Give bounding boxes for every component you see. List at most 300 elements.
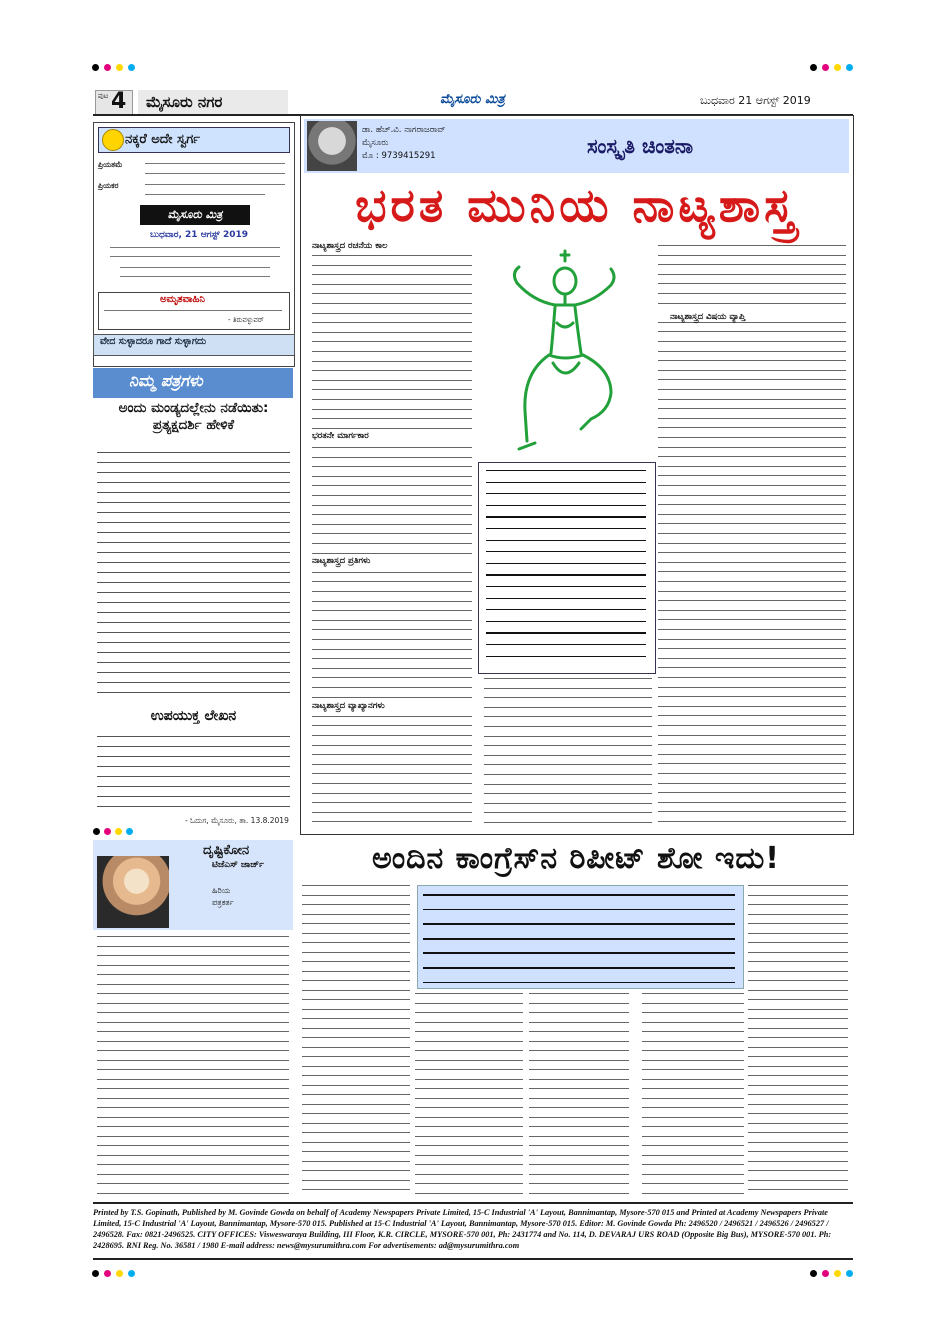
text-line — [484, 764, 652, 765]
letter-headline: ಉಪಯುಕ್ತ ಲೇಖನ — [150, 708, 237, 724]
letter-signature: - ಓದುಗ, ಮೈಸೂರು, ತಾ. 13.8.2019 — [185, 816, 289, 825]
text-line — [658, 677, 846, 678]
text-line — [748, 1180, 848, 1181]
text-line — [748, 1132, 848, 1133]
registration-dot — [92, 64, 99, 71]
thought-title: ಅಮೃತವಾಹಿನಿ — [160, 294, 205, 305]
text-line — [486, 482, 646, 483]
letter-text-line — [97, 796, 290, 797]
letter-text-line — [97, 602, 290, 603]
letter-text-line — [97, 682, 290, 683]
text-line — [658, 495, 846, 496]
footer-rule — [93, 1258, 853, 1260]
text-line — [312, 524, 472, 525]
text-line — [658, 485, 846, 486]
text-line — [486, 540, 646, 541]
text-line — [302, 933, 410, 934]
text-line — [642, 1193, 744, 1194]
text-line — [529, 1193, 629, 1194]
text-line — [312, 457, 472, 458]
registration-dot — [104, 828, 111, 835]
text-line — [312, 581, 472, 582]
text-line — [658, 264, 846, 265]
text-line — [748, 999, 848, 1000]
text-line — [642, 1031, 744, 1032]
text-line — [302, 1085, 410, 1086]
letter-text-line — [97, 632, 290, 633]
text-line — [312, 293, 472, 294]
text-line — [302, 1075, 410, 1076]
text-line — [302, 1189, 410, 1190]
text-line — [312, 380, 472, 381]
text-line — [312, 543, 472, 544]
text-line — [748, 1056, 848, 1057]
text-line — [658, 687, 846, 688]
text-line — [529, 1079, 629, 1080]
mini-masthead: ಮೈಸೂರು ಮಿತ್ರ — [140, 205, 250, 225]
text-line — [302, 1142, 410, 1143]
text-line — [658, 696, 846, 697]
text-line — [312, 533, 472, 534]
text-line — [748, 971, 848, 972]
text-line — [658, 293, 846, 294]
imprint-text: Printed by T.S. Gopinath, Published by M. Govinde Gowda on behalf of Academy Newspapers Private Limited, 15-C Industrial 'A' Layout, Bannimantap, Mysore-570 015 and Printed at Academy Newspapers Private Limited, 15-C Industrial 'A' Layout, Bannimantap, Mysore-570 015. Published at 15-C Industrial 'A' Layout, Bannimantap, Mysore-570 015. Editor: M. Govinde Gowda Ph: 2496520 / 2496521 / 2496526 / 2496527 / 2496528. Fax: 0821-2496525. CITY OFFICES: Visweswaraya Building, III Floor, K.R. CIRCLE, MYSORE-570 001, Ph: 2431774 and No. 114, D. DEVARAJ URS ROAD (Opposite Big Bus), MYSORE-570 001. Ph: 2428695. RNI Reg. No. 36581 / 1980 E-mail address: news@mysurumithra.com For advertisements: ad@mysurumithra.com — [93, 1208, 832, 1250]
text-line — [486, 551, 646, 552]
text-line — [415, 1136, 523, 1137]
page-number: 4 — [111, 89, 127, 114]
text-line — [97, 984, 289, 985]
text-line — [312, 514, 472, 515]
text-line — [658, 389, 846, 390]
text-line — [748, 1047, 848, 1048]
thought-line — [104, 310, 282, 311]
text-line — [642, 1079, 744, 1080]
text-line — [312, 361, 472, 362]
text-line — [658, 591, 846, 592]
text-line — [415, 1079, 523, 1080]
text-line — [658, 255, 846, 256]
text-line — [423, 938, 735, 940]
letter-text-line — [97, 692, 290, 693]
text-line — [312, 629, 472, 630]
text-line — [642, 1088, 744, 1089]
joke-box — [93, 122, 295, 367]
text-line — [302, 971, 410, 972]
text-line — [658, 735, 846, 736]
text-line — [748, 1189, 848, 1190]
text-line — [302, 1009, 410, 1010]
text-line — [658, 456, 846, 457]
registration-dot — [92, 1270, 99, 1277]
text-line — [97, 1136, 289, 1137]
text-line — [312, 687, 472, 688]
text-line — [748, 942, 848, 943]
text-line — [748, 885, 848, 886]
text-line — [642, 1022, 744, 1023]
text-line — [748, 1018, 848, 1019]
letter-text-line — [97, 766, 290, 767]
text-line — [97, 936, 289, 937]
mini-text-line — [120, 276, 270, 277]
text-line — [642, 1183, 744, 1184]
text-line — [415, 1155, 523, 1156]
article-subhead: ಭರತನೇ ಮಾರ್ಗಕಾರ — [312, 431, 369, 441]
letter-text-line — [97, 652, 290, 653]
text-line — [312, 716, 472, 717]
text-line — [642, 1164, 744, 1165]
text-line — [658, 408, 846, 409]
text-line — [312, 658, 472, 659]
text-line — [642, 1155, 744, 1156]
text-line — [658, 571, 846, 572]
text-line — [97, 1126, 289, 1127]
text-line — [312, 601, 472, 602]
text-line — [415, 1183, 523, 1184]
text-line — [302, 914, 410, 915]
joke-a-label: ಪ್ರಿಯಕರ — [98, 181, 119, 190]
text-line — [97, 1022, 289, 1023]
text-line — [658, 783, 846, 784]
text-line — [302, 895, 410, 896]
text-line — [529, 1050, 629, 1051]
text-line — [415, 1012, 523, 1013]
text-line — [486, 574, 646, 575]
opinion-column-title: ದೃಷ್ಟಿಕೋನ — [203, 843, 250, 858]
text-line — [302, 1132, 410, 1133]
text-line — [97, 1031, 289, 1032]
text-line — [658, 331, 846, 332]
article-subhead: ನಾಟ್ಯಶಾಸ್ತ್ರದ ವ್ಯಾಖ್ಯಾನಗಳು — [312, 701, 385, 711]
text-line — [302, 999, 410, 1000]
text-line — [312, 773, 472, 774]
text-line — [658, 543, 846, 544]
text-line — [658, 475, 846, 476]
text-line — [312, 341, 472, 342]
text-line — [642, 1145, 744, 1146]
text-line — [312, 649, 472, 650]
text-line — [642, 1107, 744, 1108]
text-line — [312, 284, 472, 285]
text-line — [642, 993, 744, 994]
text-line — [302, 980, 410, 981]
text-line — [658, 802, 846, 803]
letter-text-line — [97, 622, 290, 623]
text-line — [484, 745, 652, 746]
text-line — [486, 644, 646, 645]
text-line — [748, 1028, 848, 1029]
text-line — [658, 744, 846, 745]
text-line — [529, 1060, 629, 1061]
text-line — [748, 914, 848, 915]
text-line — [415, 1088, 523, 1089]
text-line — [302, 942, 410, 943]
text-line — [312, 783, 472, 784]
text-line — [312, 764, 472, 765]
text-line — [658, 283, 846, 284]
text-line — [302, 952, 410, 953]
text-line — [658, 639, 846, 640]
text-line — [748, 1075, 848, 1076]
text-line — [658, 274, 846, 275]
text-line — [642, 1003, 744, 1004]
letter-text-line — [97, 462, 290, 463]
text-line — [748, 1113, 848, 1114]
text-line — [97, 974, 289, 975]
text-line — [486, 656, 646, 657]
text-line — [97, 1060, 289, 1061]
text-line — [423, 952, 735, 954]
text-line — [658, 715, 846, 716]
text-line — [486, 598, 646, 599]
section-title: ಮೈಸೂರು ನಗರ — [138, 90, 288, 114]
text-line — [312, 572, 472, 573]
text-line — [529, 1041, 629, 1042]
text-line — [312, 677, 472, 678]
registration-dot — [104, 1270, 111, 1277]
letter-text-line — [97, 756, 290, 757]
text-line — [97, 1088, 289, 1089]
text-line — [312, 466, 472, 467]
author-photo — [307, 121, 357, 171]
registration-dot — [846, 1270, 853, 1277]
thought-author: - ತಿರುವಳ್ಳುವರ್ — [228, 316, 264, 324]
text-line — [312, 428, 472, 429]
text-line — [748, 895, 848, 896]
text-line — [486, 505, 646, 506]
text-line — [97, 1164, 289, 1165]
registration-dot — [116, 64, 123, 71]
text-line — [486, 470, 646, 471]
text-line — [529, 993, 629, 994]
text-line — [658, 773, 846, 774]
text-line — [748, 1151, 848, 1152]
text-line — [97, 1117, 289, 1118]
text-line — [97, 1050, 289, 1051]
text-line — [312, 389, 472, 390]
text-line — [529, 1145, 629, 1146]
text-line — [415, 1041, 523, 1042]
series-title: ಸಂಸ್ಕೃತಿ ಚಿಂತನಾ — [586, 134, 694, 158]
text-line — [312, 639, 472, 640]
text-line — [423, 894, 735, 896]
letter-text-line — [97, 562, 290, 563]
registration-dot — [834, 64, 841, 71]
registration-dot — [822, 64, 829, 71]
footer-rule — [93, 1202, 853, 1204]
text-line — [658, 581, 846, 582]
text-line — [658, 706, 846, 707]
text-line — [97, 1079, 289, 1080]
text-line — [748, 1142, 848, 1143]
text-line — [658, 245, 846, 246]
text-line — [658, 811, 846, 812]
mini-text-line — [110, 256, 280, 257]
joke-text-line — [145, 194, 265, 195]
joke-text-line — [145, 163, 285, 164]
text-line — [748, 1066, 848, 1067]
text-line — [415, 1050, 523, 1051]
text-line — [529, 1031, 629, 1032]
dancer-illustration — [483, 243, 648, 458]
bottom-headline: ಅಂದಿನ ಕಾಂಗ್ರೆಸ್‌ನ ರಿಪೀಟ್ ಶೋ ಇದು! — [372, 841, 780, 876]
text-line — [658, 658, 846, 659]
text-line — [97, 1193, 289, 1194]
header-date: ಬುಧವಾರ 21 ಆಗಸ್ಟ್ 2019 — [700, 94, 811, 107]
text-line — [748, 1085, 848, 1086]
text-line — [312, 476, 472, 477]
text-line — [312, 754, 472, 755]
text-line — [658, 399, 846, 400]
text-line — [486, 609, 646, 610]
joke-text-line — [145, 173, 285, 174]
text-line — [529, 1107, 629, 1108]
text-line — [97, 946, 289, 947]
text-line — [312, 591, 472, 592]
text-line — [642, 1136, 744, 1137]
text-line — [312, 399, 472, 400]
text-line — [312, 495, 472, 496]
text-line — [415, 1060, 523, 1061]
text-line — [415, 1098, 523, 1099]
text-line — [415, 1022, 523, 1023]
text-line — [415, 1145, 523, 1146]
text-line — [415, 1193, 523, 1194]
text-line — [97, 965, 289, 966]
text-line — [312, 332, 472, 333]
text-line — [312, 812, 472, 813]
text-line — [658, 447, 846, 448]
text-line — [312, 303, 472, 304]
text-line — [484, 774, 652, 775]
registration-dot — [126, 828, 133, 835]
letter-text-line — [97, 612, 290, 613]
text-line — [642, 1098, 744, 1099]
text-line — [312, 620, 472, 621]
registration-dot — [128, 1270, 135, 1277]
text-line — [529, 1003, 629, 1004]
saying-title: ವೇದ ಸುಳ್ಳಾದರೂ ಗಾದೆ ಸುಳ್ಳಾಗದು — [100, 336, 207, 347]
registration-dot — [116, 1270, 123, 1277]
text-line — [484, 707, 652, 708]
text-line — [486, 493, 646, 494]
text-line — [486, 528, 646, 529]
text-line — [302, 1047, 410, 1048]
text-line — [423, 982, 735, 984]
text-line — [658, 725, 846, 726]
text-line — [642, 1126, 744, 1127]
text-line — [529, 1126, 629, 1127]
text-line — [642, 1174, 744, 1175]
text-line — [486, 621, 646, 622]
article-subhead: ನಾಟ್ಯಶಾಸ್ತ್ರದ ಪ್ರತಿಗಳು — [312, 556, 371, 566]
letter-text-line — [97, 746, 290, 747]
text-line — [302, 1170, 410, 1171]
text-line — [658, 418, 846, 419]
text-line — [748, 1170, 848, 1171]
text-line — [748, 1037, 848, 1038]
text-line — [312, 735, 472, 736]
masthead: ಮೈಸೂರು ಮಿತ್ರ — [440, 92, 505, 107]
letter-text-line — [97, 532, 290, 533]
text-line — [484, 736, 652, 737]
text-line — [658, 533, 846, 534]
text-line — [302, 923, 410, 924]
letter-text-line — [97, 786, 290, 787]
text-line — [484, 822, 652, 823]
registration-dot — [104, 64, 111, 71]
text-line — [302, 1066, 410, 1067]
letter-text-line — [97, 512, 290, 513]
letter-text-line — [97, 592, 290, 593]
text-line — [658, 466, 846, 467]
page-label: ಪುಟ — [98, 92, 109, 100]
text-line — [415, 1003, 523, 1004]
text-line — [529, 1136, 629, 1137]
text-line — [748, 990, 848, 991]
letter-text-line — [97, 542, 290, 543]
text-line — [484, 812, 652, 813]
text-line — [97, 1041, 289, 1042]
page-number-badge — [95, 90, 133, 116]
letter-text-line — [97, 552, 290, 553]
text-line — [748, 980, 848, 981]
text-line — [748, 1009, 848, 1010]
text-line — [642, 1060, 744, 1061]
text-line — [97, 1069, 289, 1070]
text-line — [423, 967, 735, 969]
letter-text-line — [97, 452, 290, 453]
text-line — [748, 933, 848, 934]
text-line — [97, 1183, 289, 1184]
text-line — [642, 1050, 744, 1051]
text-line — [97, 1107, 289, 1108]
letter-text-line — [97, 806, 290, 807]
text-line — [658, 427, 846, 428]
text-line — [484, 716, 652, 717]
article-headline: ಭರತ ಮುನಿಯ ನಾಟ್ಯಶಾಸ್ತ್ರ — [355, 178, 798, 232]
text-line — [529, 1012, 629, 1013]
text-line — [658, 763, 846, 764]
text-line — [484, 784, 652, 785]
text-line — [97, 1174, 289, 1175]
text-line — [642, 1069, 744, 1070]
text-line — [529, 1098, 629, 1099]
text-line — [312, 793, 472, 794]
text-line — [748, 952, 848, 953]
letters-title: ನಿಮ್ಮ ಪತ್ರಗಳು — [129, 371, 203, 390]
registration-dot — [810, 64, 817, 71]
columnist-photo — [97, 856, 169, 928]
registration-dot — [810, 1270, 817, 1277]
text-line — [312, 322, 472, 323]
text-line — [312, 610, 472, 611]
text-line — [658, 610, 846, 611]
text-line — [658, 667, 846, 668]
letter-text-line — [97, 582, 290, 583]
text-line — [312, 370, 472, 371]
text-line — [658, 523, 846, 524]
text-line — [658, 303, 846, 304]
text-line — [658, 437, 846, 438]
text-line — [97, 1012, 289, 1013]
text-line — [312, 255, 472, 256]
text-line — [97, 1003, 289, 1004]
text-line — [748, 904, 848, 905]
registration-dot — [115, 828, 122, 835]
text-line — [658, 504, 846, 505]
text-line — [302, 1018, 410, 1019]
text-line — [415, 1031, 523, 1032]
